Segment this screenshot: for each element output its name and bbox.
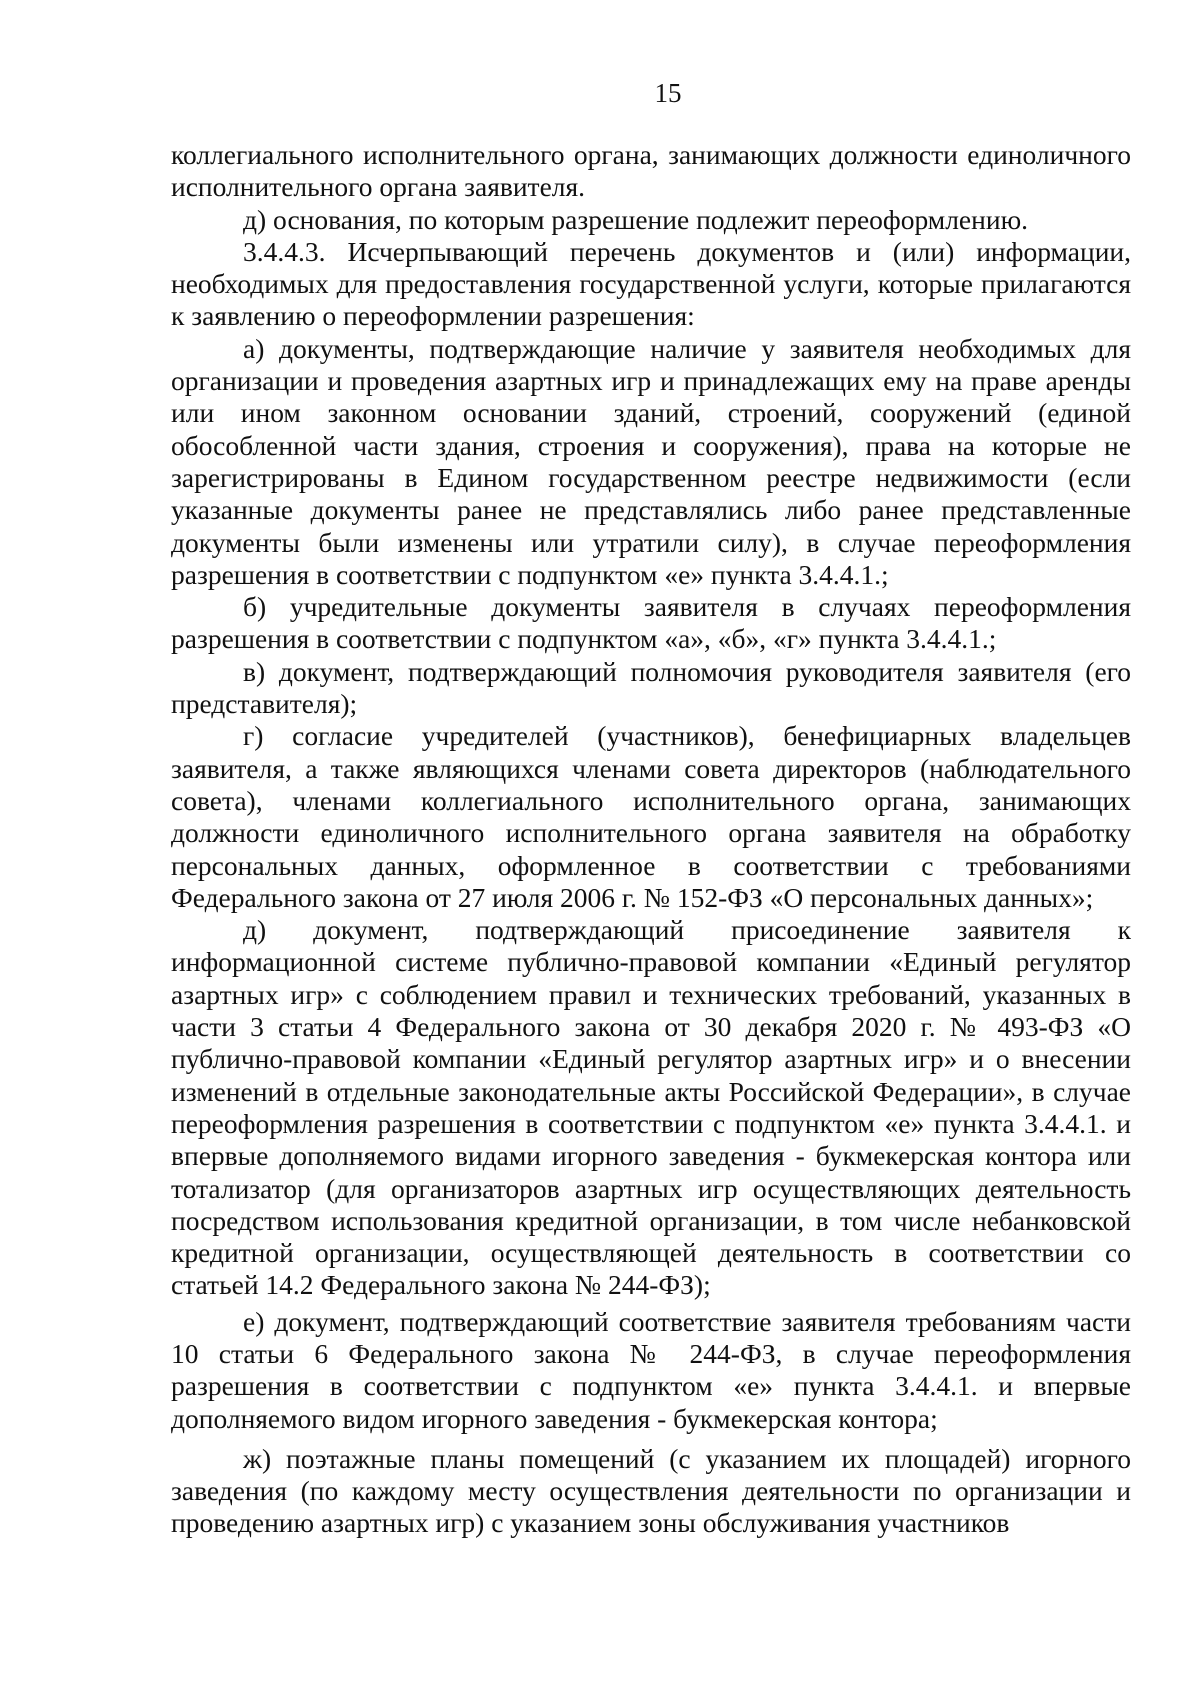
paragraph-item-e: е) документ, подтверждающий соответствие заявителя требованиям части 10 статьи 6 Федерального закона № 244-ФЗ, в случае переоформления разрешения в соответствии с подпунктом «е» пункта 3.4.4.1. и впервые дополняемого видом игорного заведения - букмекерская контора; bbox=[171, 1305, 1131, 1434]
paragraph-item-v: в) документ, подтверждающий полномочия руководителя заявителя (его представителя); bbox=[171, 655, 1131, 720]
page-number: 15 bbox=[654, 78, 682, 108]
paragraph-continuation: коллегиального исполнительного органа, занимающих должности единоличного исполнительного органа заявителя. bbox=[171, 139, 1131, 203]
paragraph-item-zh: ж) поэтажные планы помещений (с указанием их площадей) игорного заведения (по каждому месту осуществления деятельности по организации и проведению азартных игр) с указанием зоны обслуживания участников bbox=[171, 1442, 1131, 1539]
paragraph-section-3-4-4-3: 3.4.4.3. Исчерпывающий перечень документов и (или) информации, необходимых для предоставления государственной услуги, которые прилагаются к заявлению о переоформлении разрешения: bbox=[171, 235, 1131, 332]
paragraph-item-b: б) учредительные документы заявителя в случаях переоформления разрешения в соответствии с подпунктом «а», «б», «г» пункта 3.4.4.1.; bbox=[171, 591, 1131, 655]
paragraph-item-a: а) документы, подтверждающие наличие у заявителя необходимых для организации и проведения азартных игр и принадлежащих ему на праве аренды или ином законном основании зданий, строений, сооружений (единой обособленной части здания, строения и сооружения), права на которые не зарегистрированы в Едином государственном реестре недвижимости (если указанные документы ранее не представлялись либо ранее представленные документы были изменены или утратили силу), в случае переоформления разрешения в соответствии с подпунктом «е» пункта 3.4.4.1.; bbox=[171, 332, 1131, 590]
paragraph-item-d: д) документ, подтверждающий присоединение заявителя к информационной системе публично-правовой компании «Единый регулятор азартных игр» с соблюдением правил и технических требований, указанных в части 3 статьи 4 Федерального закона от 30 декабря 2020 г. № 493-ФЗ «О публично-правовой компании «Единый регулятор азартных игр» и о внесении изменений в отдельные законодательные акты Российской Федерации», в случае переоформления разрешения в соответствии с подпунктом «е» пункта 3.4.4.1. и впервые дополняемого видами игорного заведения - букмекерская контора или тотализатор (для организаторов азартных игр осуществляющих деятельность посредством использования кредитной организации, в том числе небанковской кредитной организации, осуществляющей деятельность в соответствии со статьей 14.2 Федерального закона № 244-ФЗ); bbox=[171, 914, 1131, 1301]
paragraph-item-g: г) согласие учредителей (участников), бенефициарных владельцев заявителя, а также являющихся членами совета директоров (наблюдательного совета), членами коллегиального исполнительного органа, занимающих должности единоличного исполнительного органа заявителя на обработку персональных данных, оформленное в соответствии с требованиями Федерального закона от 27 июля 2006 г. № 152-ФЗ «О персональных данных»; bbox=[171, 720, 1131, 913]
document-body bbox=[171, 139, 1131, 1540]
paragraph-item-d-grounds: д) основания, по которым разрешение подлежит переоформлению. bbox=[243, 203, 1028, 235]
